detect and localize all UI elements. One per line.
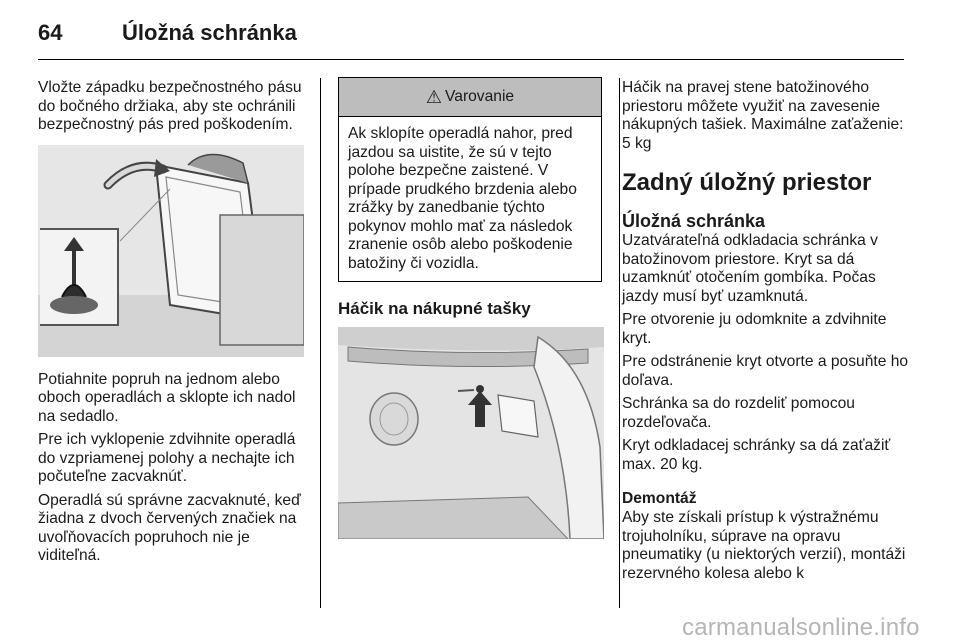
- header-rule: [38, 59, 904, 60]
- section-heading: Háčik na nákupné tašky: [338, 299, 531, 318]
- bold-label: Demontáž: [622, 490, 697, 507]
- seat-fold-drawing: [38, 145, 304, 357]
- bag-hook-illustration: [338, 327, 604, 539]
- paragraph: Aby ste získali prístup k výstražnému trojuholníku, súprave na opravu pneumatiky (u niektorých verzií), montáži rezervného kolesa alebo k: [622, 509, 906, 582]
- paragraph: Vložte západku bezpečnostného pásu do bočného držiaka, aby ste ochránili bezpečnostný pás pred poškodením.: [38, 79, 302, 133]
- paragraph: Operadlá sú správne zacvaknuté, keď žiadna z dvoch červených značiek na uvoľňovacích popruhoch nie je viditeľná.: [38, 491, 301, 564]
- subsection-heading: Úložná schránka: [622, 211, 766, 231]
- seat-fold-illustration: [38, 145, 304, 357]
- page-header: [38, 16, 908, 50]
- paragraph: Schránka sa do rozdeliť pomocou rozdeľovača.: [622, 395, 855, 431]
- paragraph: Uzatvárateľná odkladacia schránka v batožinovom priestore. Kryt sa dá uzamknúť otočením gombíka. Počas jazdy musí byť uzamknutá.: [622, 232, 878, 305]
- page-number: 64: [38, 20, 63, 45]
- paragraph: Kryt odkladacej schránky sa dá zaťažiť max. 20 kg.: [622, 437, 891, 473]
- column-divider-right: [619, 78, 620, 608]
- column-middle: [338, 77, 604, 539]
- column-left: [38, 79, 308, 571]
- warning-title: Varovanie: [445, 88, 515, 105]
- bag-hook-drawing: [338, 327, 604, 539]
- paragraph: Pre otvorenie ju odomknite a zdvihnite kryt.: [622, 311, 887, 347]
- column-right: [622, 79, 912, 588]
- paragraph: Potiahnite popruh na jednom alebo oboch operadlách a sklopte ich nadol na sedadlo.: [38, 370, 296, 425]
- warning-box: [338, 77, 602, 282]
- warning-triangle-icon: ⚠: [425, 86, 443, 107]
- page-title: Úložná schránka: [122, 20, 297, 45]
- warning-text: Ak sklopíte operadlá nahor, pred jazdou sa uistite, že sú v tejto polohe bezpečne zaistené. V prípade prudkého brzdenia alebo zrážky by zanedbanie týchto pokynov mohlo mať za následok zranenie osôb alebo poškodenie batožiny či vozidla.: [348, 125, 577, 272]
- paragraph: Pre odstránenie kryt otvorte a posuňte ho doľava.: [622, 353, 909, 389]
- section-heading: Zadný úložný priestor: [622, 169, 872, 196]
- watermark: carmanualsonline.info: [682, 614, 920, 641]
- paragraph: Pre ich vyklopenie zdvihnite operadlá do vzpriamenej polohy a nechajte ich počuteľne zacvaknúť.: [38, 431, 296, 485]
- warning-header: [339, 78, 601, 117]
- column-divider-left: [320, 78, 321, 608]
- paragraph: Háčik na pravej stene batožinového priestoru môžete využiť na zavesenie nákupných tašiek. Maximálne zaťaženie: 5 kg: [622, 79, 904, 152]
